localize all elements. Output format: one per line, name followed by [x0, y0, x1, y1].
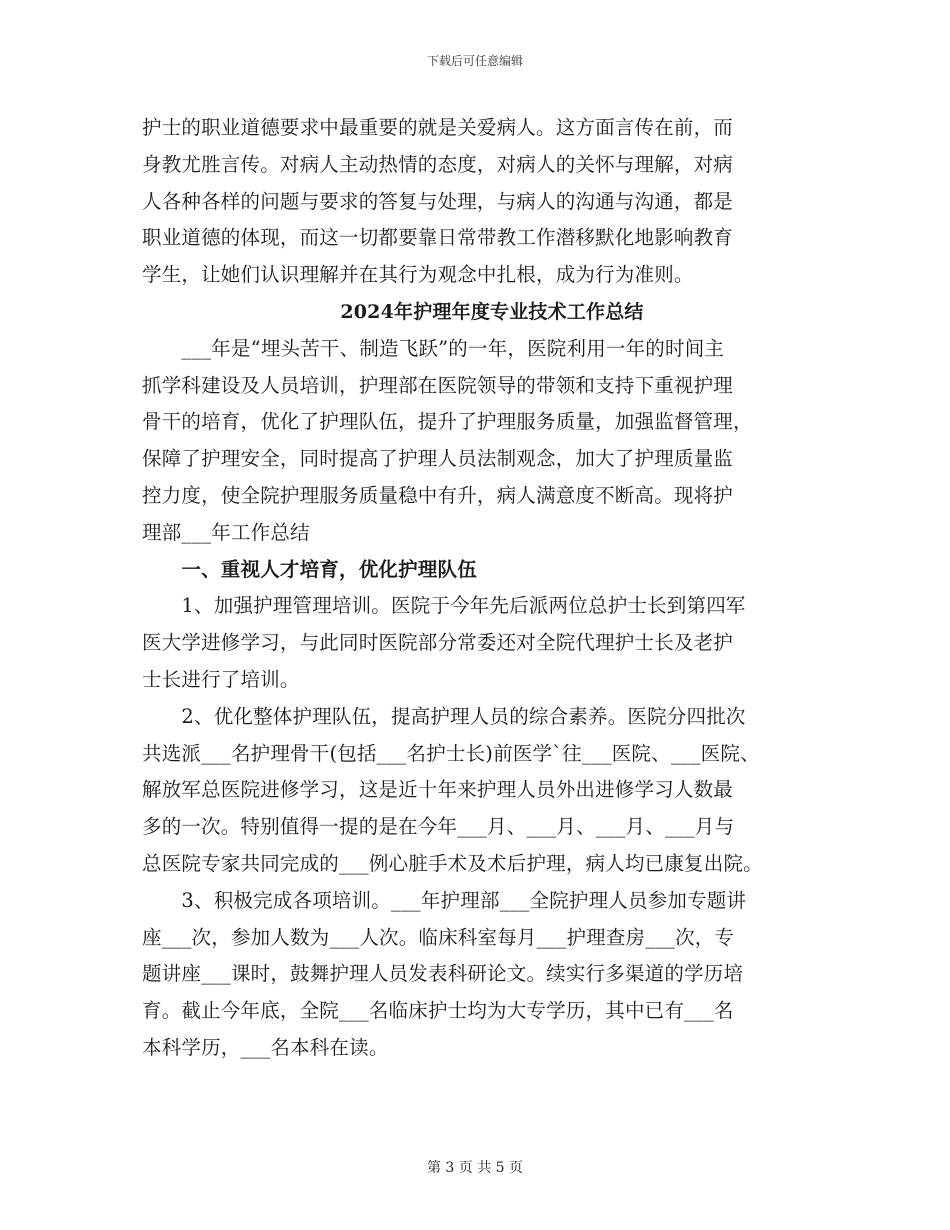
paragraph-line: 骨干的培育，优化了护理队伍，提升了护理服务质量，加强监督管理， [142, 410, 753, 434]
paragraph-line: 总医院专家共同完成的___例心脏手术及术后护理，病人均已康复出院。 [142, 851, 763, 875]
paragraph-line: 解放军总医院进修学习，这是近十年来护理人员外出进修学习人数最 [142, 778, 734, 802]
paragraph-line: 学生，让她们认识理解并在其行为观念中扎根，成为行为准则。 [142, 263, 694, 287]
paragraph-line: 保障了护理安全，同时提高了护理人员法制观念，加大了护理质量监 [142, 447, 734, 471]
paragraph-line: 3、积极完成各项培训。___年护理部___全院护理人员参加专题讲 [142, 888, 747, 912]
paragraph-line: ___年是“埋头苦干、制造飞跃”的一年，医院利用一年的时间主 [142, 336, 725, 360]
paragraph-line: 座___次，参加人数为___人次。临床科室每月___护理查房___次，专 [142, 925, 735, 949]
paragraph-line: 控力度，使全院护理服务质量稳中有升，病人满意度不断高。现将护 [142, 483, 734, 507]
paragraph-line: 本科学历，___名本科在读。 [142, 1035, 389, 1059]
paragraph-line: 职业道德的体现，而这一切都要靠日常带教工作潜移默化地影响教育 [142, 226, 734, 250]
paragraph-line: 理部___年工作总结 [142, 520, 310, 544]
paragraph-line: 身教尤胜言传。对病人主动热情的态度，对病人的关怀与理解，对病 [142, 152, 734, 176]
paragraph-line: 人各种各样的问题与要求的答复与处理，与病人的沟通与沟通，都是 [142, 189, 734, 213]
paragraph-line: 共选派___名护理骨干(包括___名护士长)前医学`往___医院、___医院、 [142, 741, 760, 765]
section-heading: 一、重视人才培育，优化护理队伍 [142, 557, 477, 581]
document-title: 2024年护理年度专业技术工作总结 [340, 300, 644, 323]
page-number: 第 3 页 共 5 页 [426, 1160, 524, 1176]
paragraph-line: 多的一次。特别值得一提的是在今年___月、___月、___月、___月与 [142, 815, 735, 839]
paragraph-line: 1、加强护理管理培训。医院于今年先后派两位总护士长到第四军 [142, 594, 746, 618]
paragraph-line: 题讲座___课时，鼓舞护理人员发表科研论文。续实行多渠道的学历培 [142, 962, 744, 986]
document-body [142, 110, 842, 1067]
paragraph-line: 士长进行了培训。 [142, 667, 300, 691]
paragraph-line: 育。截止今年底，全院___名临床护士均为大专学历，其中已有___名 [142, 999, 734, 1023]
paragraph-line: 2、优化整体护理队伍，提高护理人员的综合素养。医院分四批次 [142, 704, 746, 728]
paragraph-line: 护士的职业道德要求中最重要的就是关爱病人。这方面言传在前，而 [142, 116, 734, 139]
page-header-note: 下载后可任意编辑 [426, 54, 523, 68]
paragraph-line: 医大学进修学习，与此同时医院部分常委还对全院代理护士长及老护 [142, 631, 734, 655]
paragraph-line: 抓学科建设及人员培训，护理部在医院领导的带领和支持下重视护理 [142, 373, 734, 397]
